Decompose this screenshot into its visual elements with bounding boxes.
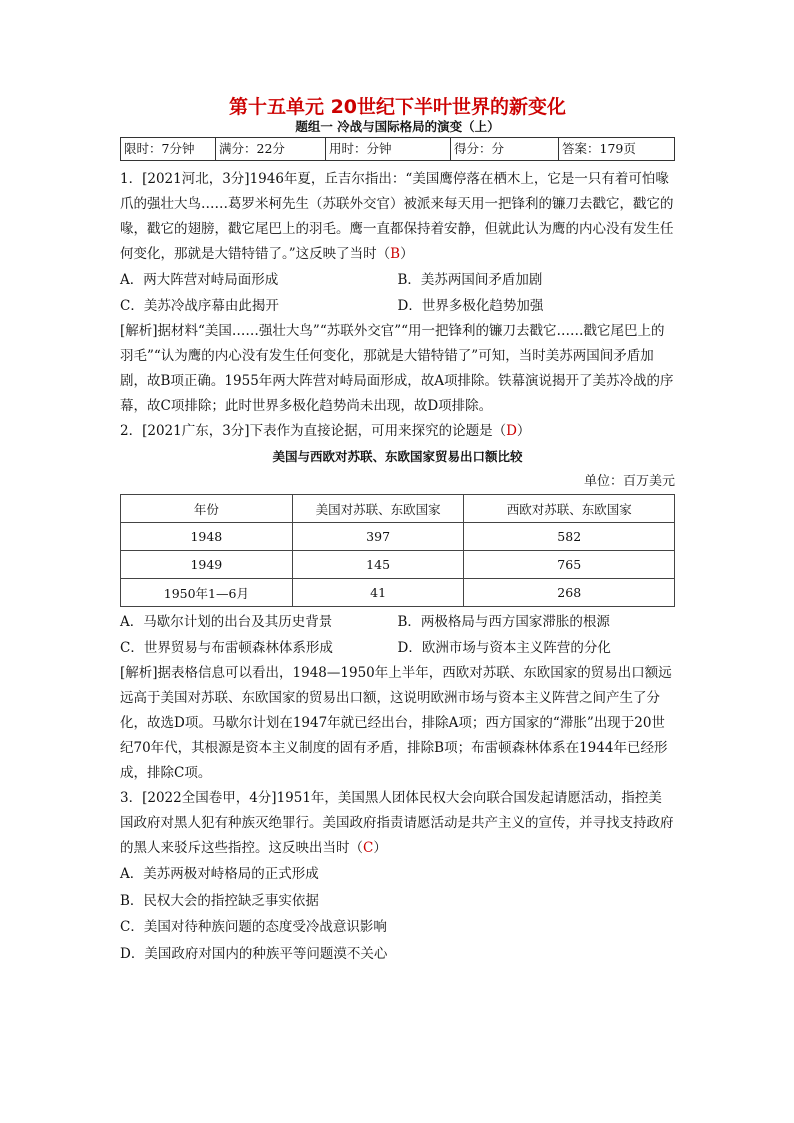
- cell-west-europe: 582: [464, 523, 675, 551]
- table-row: [121, 579, 675, 607]
- time-used: 用时：分钟: [326, 138, 451, 160]
- cell-west-europe: 765: [464, 551, 675, 579]
- table-row: [121, 551, 675, 579]
- table-row: [121, 523, 675, 551]
- cell-us: 397: [292, 523, 464, 551]
- time-limit: 限时：7分钟: [121, 138, 216, 160]
- table-header-row: [121, 495, 675, 523]
- q1-option-d: D．世界多极化趋势加强: [397, 298, 544, 314]
- full-score: 满分：22分: [216, 138, 326, 160]
- question-3: [120, 786, 675, 967]
- q3-stem: 3．[2022全国卷甲，4分]1951年，美国黑人团体民权大会向联合国发起请愿活动，指控美国政府对黑人犯有种族灭绝罪行。美国政府指责请愿活动是共产主义的宣传，并寻找支持政府的黑人来驳斥这些指控。这反映出当时（C）: [120, 790, 674, 856]
- header-us: 美国对苏联、东欧国家: [292, 495, 464, 523]
- q2-stem: 2．[2021广东，3分]下表作为直接论据，可用来探究的论题是（D）: [120, 423, 531, 439]
- q1-analysis: [解析]据材料“美国……强壮大鸟”“苏联外交官”“用一把锋利的镰刀去戳它……戳它尾巴上的羽毛”“认为鹰的内心没有发生任何变化，那就是大错特错了”可知，当时美苏两国间矛盾加剧，故B项正确。1955年两大阵营对峙局面形成，故A项排除。铁幕演说揭开了美苏冷战的序幕，故C项排除；此时世界多极化趋势尚未出现，故D项排除。: [120, 323, 674, 414]
- q2-option-d: D．欧洲市场与资本主义阵营的分化: [397, 640, 611, 656]
- q3-option-c: C．美国对待种族问题的态度受冷战意识影响: [120, 919, 387, 935]
- q3-option-a: A．美苏两极对峙格局的正式形成: [120, 866, 319, 882]
- table-title: 美国与西欧对苏联、东欧国家贸易出口额比较: [272, 449, 523, 464]
- q2-options: [120, 609, 675, 661]
- q3-option-b: B．民权大会的指控缺乏事实依据: [120, 892, 319, 909]
- q1-stem: 1．[2021河北，3分]1946年夏，丘吉尔指出：“美国鹰停落在栖木上，它是一只有着可怕喙爪的强壮大鸟……葛罗米柯先生（苏联外交官）被派来每天用一把锋利的镰刀去戳它，戳它的喙，戳它的翅膀，戳它尾巴上的羽毛。鹰一直都保持着安静，但就此认为鹰的内心没有发生任何变化，那就是大错特错了。”这反映了当时（B）: [120, 171, 674, 262]
- answer-page: 答案：179页: [562, 141, 636, 156]
- score: 得分：分: [451, 138, 559, 160]
- cell-west-europe: 268: [464, 579, 675, 607]
- info-bar: [120, 137, 675, 161]
- cell-us: 145: [292, 551, 464, 579]
- q2-analysis: [解析]据表格信息可以看出，1948—1950年上半年，西欧对苏联、东欧国家的贸易出口额远远高于美国对苏联、东欧国家的贸易出口额，这说明欧洲市场与资本主义阵营之间产生了分化，故选D项。马歇尔计划在1947年就已经出台，排除A项；西方国家的“滞胀”出现于20世纪70年代，其根源是资本主义制度的固有矛盾，排除B项；布雷顿森林体系在1944年已经形成，排除C项。: [120, 665, 672, 781]
- q1-options: [120, 267, 675, 319]
- q2-answer: D: [506, 423, 517, 439]
- cell-year: 1948: [121, 523, 293, 551]
- q1-option-c: C．美苏冷战序幕由此揭开: [120, 298, 279, 314]
- cell-year: 1950年1—6月: [121, 579, 293, 607]
- q1-option-b: B．美苏两国间矛盾加剧: [397, 272, 543, 288]
- q2-option-a: A．马歇尔计划的出台及其历史背景: [120, 614, 333, 630]
- trade-table: [120, 494, 675, 607]
- q1-option-a: A．两大阵营对峙局面形成: [120, 272, 279, 288]
- q3-answer: C: [363, 840, 374, 856]
- table-unit: 单位：百万美元: [583, 474, 675, 489]
- header-west-europe: 西欧对苏联、东欧国家: [464, 495, 675, 523]
- q1-answer: B: [390, 246, 401, 262]
- q2-option-b: B．两极格局与西方国家滞胀的根源: [397, 614, 610, 630]
- worksheet-page: [120, 95, 675, 967]
- q3-option-d: D．美国政府对国内的种族平等问题漠不关心: [120, 945, 388, 962]
- question-2: [120, 419, 675, 786]
- q2-option-c: C．世界贸易与布雷顿森林体系形成: [120, 640, 333, 656]
- page-subtitle: 题组一 冷战与国际格局的演变（上）: [295, 119, 500, 134]
- page-title: 第十五单元 20世纪下半叶世界的新变化: [228, 96, 567, 118]
- header-year: 年份: [121, 495, 293, 523]
- cell-us: 41: [292, 579, 464, 607]
- question-1: [120, 167, 675, 419]
- cell-year: 1949: [121, 551, 293, 579]
